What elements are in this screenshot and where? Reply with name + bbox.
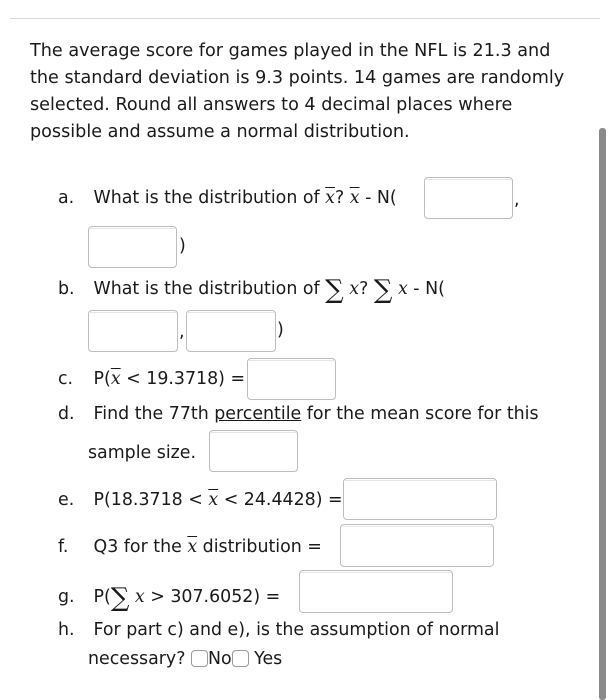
part-e-label: e. bbox=[58, 490, 75, 510]
yes-option-label: Yes bbox=[254, 649, 283, 669]
part-c-question: c. $P(\overline{x} < 19.3718)$ = bbox=[58, 369, 246, 389]
part-a-sd-input[interactable] bbox=[88, 226, 177, 268]
x-bar-symbol: $\overline{x}$ bbox=[110, 369, 121, 389]
part-g-label: g. bbox=[58, 587, 75, 607]
x-symbol: x bbox=[349, 279, 360, 299]
x-bar-symbol: $\overline{x}$ bbox=[187, 537, 198, 557]
part-a-question: a. What is the distribution of $\overline{x}$? $\overline{x} - N$( bbox=[58, 188, 397, 208]
part-c-input[interactable] bbox=[247, 358, 336, 400]
percentile-term: percentile bbox=[214, 404, 302, 424]
part-a-close-paren: ) bbox=[179, 236, 186, 256]
part-b-label: b. bbox=[58, 279, 75, 299]
problem-statement: The average score for games played in the NFL is 21.3 and the standard deviation is 9.3 points. 14 games are randomly selected. Round all answers to 4 decimal places where possible and assume a normal distribution. bbox=[30, 41, 565, 142]
part-d-continuation: sample size. bbox=[88, 443, 197, 463]
part-b-sd-input[interactable] bbox=[186, 310, 276, 352]
part-b-question: b. What is the distribution of ∑ x? ∑ x - N( bbox=[58, 275, 445, 305]
scrollbar[interactable] bbox=[599, 128, 606, 700]
sigma-symbol: ∑ bbox=[373, 275, 393, 305]
sigma-symbol: ∑ bbox=[110, 583, 130, 613]
part-g-input[interactable] bbox=[299, 570, 453, 613]
part-d-question: d. Find the 77th percentile for the mean score for this bbox=[58, 404, 539, 424]
yes-checkbox[interactable] bbox=[232, 650, 249, 667]
part-f-label: f. bbox=[58, 537, 69, 557]
x-bar-symbol: $\overline{x}$ bbox=[208, 490, 219, 510]
top-divider bbox=[10, 18, 600, 19]
part-a-label: a. bbox=[58, 188, 75, 208]
part-b-mean-input[interactable] bbox=[88, 310, 178, 352]
part-b-comma: , bbox=[179, 322, 185, 342]
part-a-mean-input[interactable] bbox=[424, 177, 513, 219]
part-h-options: necessary? No Yes bbox=[88, 649, 283, 669]
part-g-question: g. P(∑ x > 307.6052) = bbox=[58, 583, 281, 613]
part-f-input[interactable] bbox=[340, 524, 494, 567]
x-bar-symbol: $\overline{x}$ bbox=[349, 188, 360, 208]
sigma-symbol: ∑ bbox=[325, 275, 344, 305]
part-h-label: h. bbox=[58, 620, 75, 640]
x-symbol: x bbox=[397, 279, 408, 299]
part-f-question: f. Q3 for the $\overline{x}$ distribution = bbox=[58, 537, 322, 557]
part-c-label: c. bbox=[58, 369, 74, 389]
part-h-question: h. For part c) and e), is the assumption of normal bbox=[58, 620, 500, 640]
part-d-input[interactable] bbox=[209, 430, 298, 472]
x-bar-symbol: $\overline{x}$ bbox=[325, 188, 335, 208]
part-b-close-paren: ) bbox=[277, 320, 284, 340]
no-option-label: No bbox=[207, 649, 232, 669]
x-symbol: x bbox=[134, 587, 145, 607]
part-a-comma: , bbox=[514, 190, 520, 210]
no-checkbox[interactable] bbox=[191, 650, 208, 667]
part-e-input[interactable] bbox=[343, 478, 497, 520]
part-e-question: e. $P(18.3718 < \overline{x} < 24.4428)$ = bbox=[58, 490, 343, 510]
part-d-label: d. bbox=[58, 404, 75, 424]
